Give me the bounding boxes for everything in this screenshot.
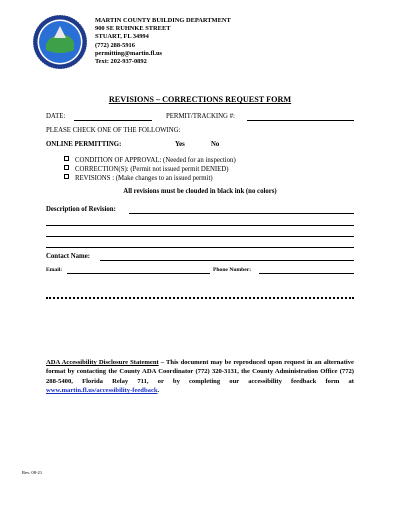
permit-field[interactable]: [247, 120, 354, 121]
description-line-3[interactable]: [46, 236, 354, 237]
permit-label: PERMIT/TRACKING #:: [166, 113, 235, 120]
phone-field[interactable]: [259, 273, 354, 274]
department-city: STUART, FL 34994: [95, 33, 149, 41]
date-field[interactable]: [74, 120, 152, 121]
department-email: permitting@martin.fl.us: [95, 49, 163, 57]
description-line-4[interactable]: [46, 247, 354, 248]
form-title: REVISIONS – CORRECTIONS REQUEST FORM: [108, 95, 292, 104]
checkbox-icon[interactable]: [64, 174, 69, 179]
option-label: CONDITION OF APPROVAL: (Needed for an inspection): [75, 157, 236, 164]
contact-name-field[interactable]: [100, 260, 354, 261]
description-line-2[interactable]: [46, 225, 354, 226]
department-street: 900 SE RUHNKE STREET: [95, 25, 171, 33]
contact-name-label: Contact Name:: [46, 253, 90, 260]
description-label: Description of Revision:: [46, 206, 116, 213]
cloud-note: All revisions must be clouded in black ink (no colors): [123, 188, 277, 195]
checkbox-icon[interactable]: [64, 156, 69, 161]
description-line-1[interactable]: [129, 213, 354, 214]
revision-number: Rev. 08-21: [22, 470, 43, 475]
yes-option[interactable]: Yes: [175, 141, 185, 148]
email-field[interactable]: [67, 273, 210, 274]
no-option[interactable]: No: [211, 141, 220, 148]
online-permitting-label: ONLINE PERMITTING:: [46, 141, 122, 148]
ada-statement: [46, 358, 354, 396]
county-seal-icon: [32, 14, 88, 70]
department-name: MARTIN COUNTY BUILDING DEPARTMENT: [95, 17, 231, 24]
email-label: Email:: [46, 267, 63, 273]
department-header: [95, 17, 231, 66]
option-label: CORRECTION(S): (Permit not issued permit DENIED): [75, 166, 229, 173]
option-condition-of-approval[interactable]: [64, 156, 236, 164]
option-revisions[interactable]: [64, 174, 213, 182]
department-text: Text: 202-937-0892: [95, 58, 147, 66]
phone-label: Phone Number:: [213, 267, 252, 273]
ada-end: .: [157, 387, 160, 395]
check-instruction: PLEASE CHECK ONE OF THE FOLLOWING:: [46, 127, 181, 134]
department-phone: (772) 288-5916: [95, 41, 135, 49]
option-label: REVISIONS : (Make changes to an issued permit): [75, 175, 213, 182]
checkbox-icon[interactable]: [64, 165, 69, 170]
dotted-divider: [46, 297, 354, 299]
accessibility-feedback-link[interactable]: www.martin.fl.us/accessibility-feedback: [46, 387, 158, 395]
date-label: DATE:: [46, 113, 66, 120]
option-corrections[interactable]: [64, 165, 228, 173]
ada-body: – This document may be reproduced upon request in an alternative format by contacting the County ADA Coordinator (772) 320-3131, the County Administration Office (772) 288-5400, Florida Relay 711, or by completing our accessibility feedback form at: [46, 359, 354, 385]
ada-heading: ADA Accessibility Disclosure Statement: [46, 359, 159, 366]
